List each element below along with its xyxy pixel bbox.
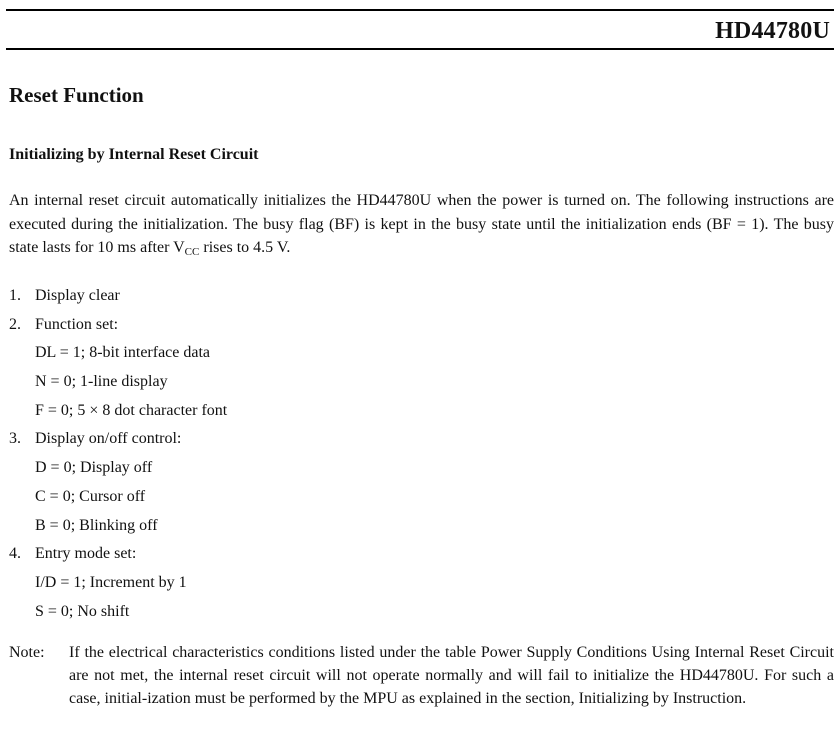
document-title: HD44780U [715, 18, 830, 44]
vcc-subscript: CC [184, 246, 200, 258]
section-title: Reset Function [9, 83, 144, 107]
step-number: 2. [9, 315, 21, 333]
step-label: Display on/off control: [35, 430, 182, 448]
step-detail: F = 0; 5 × 8 dot character font [35, 401, 228, 419]
initialization-steps-list [9, 282, 829, 626]
note-text: If the electrical characteristics conditions listed under the table Power Supply Conditions Using Internal Reset Circuit are not met, the internal reset circuit will not operate normally and will fail to initialize the HD44780U. For such a case, initial-ization must be performed by the MPU as explained in the section, Initializing by Instruction. [69, 644, 834, 707]
step-label: Display clear [35, 287, 120, 304]
step-label: Function set: [35, 315, 119, 333]
step-4 [9, 540, 829, 569]
step-label: Entry mode set: [35, 545, 137, 563]
step-detail: S = 0; No shift [35, 602, 130, 620]
step-number: 1. [9, 287, 21, 304]
note-label: Note: [9, 644, 45, 661]
intro-paragraph [9, 189, 834, 265]
step-detail: D = 0; Display off [35, 459, 153, 477]
step-detail: DL = 1; 8-bit interface data [35, 344, 211, 362]
step-detail: B = 0; Blinking off [35, 516, 158, 534]
step-number: 4. [9, 545, 21, 563]
step-detail: C = 0; Cursor off [35, 487, 146, 505]
step-2 [9, 311, 829, 340]
intro-text-part1: An internal reset circuit automatically initializes the HD44780U when the power is turned on. The following instructions are executed during the initialization. The busy flag (BF) is kept in the busy state until the initialization ends (BF = 1). The busy state lasts for 10 ms after V [9, 192, 834, 256]
step-detail: N = 0; 1-line display [35, 373, 168, 391]
intro-text-part2: rises to 4.5 V. [199, 239, 291, 256]
document-header [6, 9, 834, 50]
step-1 [9, 282, 829, 311]
step-3 [9, 425, 829, 454]
step-number: 3. [9, 430, 21, 448]
subsection-title: Initializing by Internal Reset Circuit [9, 146, 259, 163]
step-detail: I/D = 1; Increment by 1 [35, 573, 187, 591]
note-block [9, 641, 834, 710]
